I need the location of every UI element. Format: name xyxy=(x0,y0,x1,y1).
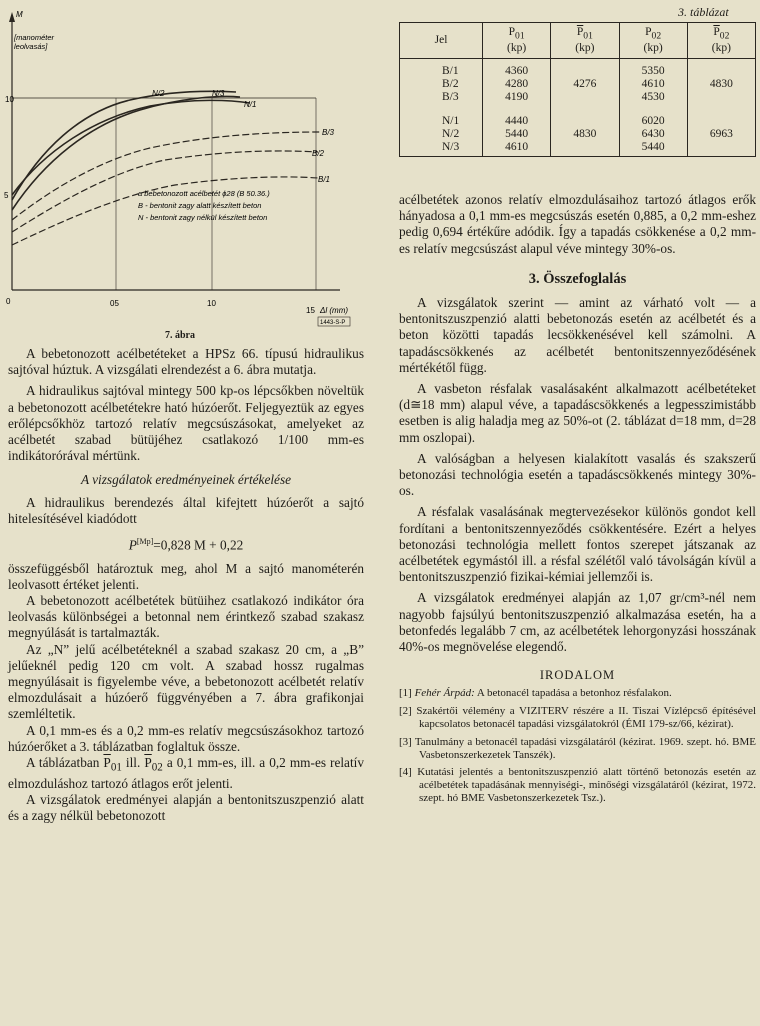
table-caption: 3. táblázat xyxy=(678,5,729,19)
x-axis-label: Δl (mm) xyxy=(320,306,349,315)
table-header-jel: Jel xyxy=(400,23,483,59)
references-heading: IRODALOM xyxy=(539,668,616,683)
curve-label: B/1 xyxy=(318,175,331,184)
paragraph: A hidraulikus berendezés által kifejtett húzóerőt a sajtó hitelesítésével kiadódott xyxy=(8,494,364,526)
reference-item: [1] Fehér Árpád: A betonacél tapadása a betonhoz résfalakon. xyxy=(399,687,672,700)
paragraph: A vizsgálatok szerint — amint az várható volt — a bentonitszuszpenzió alatti bebetonozás esetén az acélbetét és a beton közötti tapadás lecsökkenésével kell számolni. A tapadáscsökkenés az acélbetét bentonitszennyeződésének mértékétől függ. xyxy=(399,295,756,375)
paragraph: A 0,1 mm-es és a 0,2 mm-es relatív megcsúszásokhoz tartozó húzóerőket a 3. táblázatban foglaltuk össze. xyxy=(8,722,364,754)
figure-tag: 1443-S-P xyxy=(320,320,346,326)
paragraph: A hidraulikus sajtóval mintegy 500 kp-os lépcsőkben növeltük a bebetonozott acélbetétekre ható húzóerőt. Feljegyeztük az egyes erőlépcsőkhöz tartozó relatív megcsúszásokat, amelyeket az acélbetét szabad bütüjéhez csatlakozó 1/100 mm-es indikátorórával mértünk. xyxy=(8,383,364,464)
y-axis-unit: [manométer leolvasás] xyxy=(14,33,55,51)
section-subheading: A vizsgálatok eredményeinek értékelése xyxy=(80,472,292,488)
paragraph: A vizsgálatok eredményei alapján az 1,07 gr/cm³-nél nem nagyobb fajsúlyú bentonitszuszpenzió alkalmazása esetén, ha a betonfedés legalább 7 cm, az acélbetétek lehorgonyzási hosszának 40%-os megnövelése elegendő. xyxy=(399,590,756,655)
figure-caption: 7. ábra xyxy=(165,330,195,341)
table-header: $\overline{P}_{02}$ (kp) xyxy=(687,23,755,59)
paragraph: A résfalak vasalásának megtervezésekor különös gondot kell fordítani a bentonitszennyeződés csökkentésére. Ezért a helyes betonozási technológia mellett fontos szerepet játszanak az acélbetétek egymástól ill. a résfal szélétől való távolságán kívül a bentonitszuszpenzió fizikai-kémiai jellemzői is. xyxy=(399,504,756,585)
table-header: $P_{02}$ (kp) xyxy=(619,23,687,59)
reference-item: [4] Kutatási jelentés a bentonitszuszpenzió alatt történő betonozás esetén az acélbetétek tapadásának mennyiségi-, minőségi vizsgálatáról (kézirat, 1972. szept. hó BME Vasbetonszerkezetek Tsz.). xyxy=(399,766,756,805)
paragraph: összefüggésből határoztuk meg, ahol M a sajtó manométerén leolvasott értéket jelenti. xyxy=(8,560,364,592)
paragraph: A bebetonozott acélbetétek bütüihez csatlakozó indikátor óra leolvasás különbségei a betonnal nem érintkező szabad szakasz megnyúlását is tartalmazták. xyxy=(8,593,364,641)
paragraph: Az „N” jelű acélbetéteknél a szabad szakasz 20 cm, a „B” jelűeknél pedig 120 cm volt. A szabad hossz rugalmas megnyúlásait is figyelembe véve, a bebetonozott acélbetét relatív elmozdulásait a húzóerő függvényében a 7. ábra grafikonjai szemléltetik. xyxy=(8,641,364,722)
paragraph: A vizsgálatok eredményei alapján a bentonitszuszpenzió alatt és a zagy nélkül bebetonozott xyxy=(8,792,364,824)
section-heading: 3. Összefoglalás xyxy=(528,270,627,287)
left-column xyxy=(8,346,364,825)
y-axis-arrow xyxy=(9,12,15,22)
paragraph: acélbetétek azonos relatív elmozdulásaihoz tartozó átlagos erők hányadosa a 0,1 mm-es megcsúszás esetén 0,885, a 0,2 mm-eshez pedig 0,694 értékűre adódik. Így a tapadás csökkenése a 0,2 mm-es relatív megcsúszást alapul véve mintegy 30%-os. xyxy=(399,192,756,256)
curve-label: N/3 xyxy=(212,89,225,98)
curve-N2 xyxy=(12,91,236,200)
y-tick-label: 10 xyxy=(5,95,14,104)
paragraph: A bebetonozott acélbetéteket a HPSz 66. típusú hidraulikus sajtóval húztuk. A vizsgálati elrendezést a 6. ábra mutatja. xyxy=(8,346,364,378)
x-tick-label: 15 xyxy=(306,306,315,315)
formula: P[Mp]=0,828 M + 0,22 xyxy=(128,537,244,553)
x-tick-label: 05 xyxy=(110,299,119,308)
reference-item: [2] Szakértői vélemény a VIZITERV részére a II. Tiszai Vízlépcső építésével kapcsolatos betonacél tapadási vizsgálatokról (ÉMI 179-sz/66, kézirat). xyxy=(399,705,757,731)
curve-label: B/2 xyxy=(312,149,325,158)
table-header: $P_{01}$ (kp) xyxy=(483,23,551,59)
curve-B1 xyxy=(12,177,318,245)
table-header: $\overline{P}_{01}$ (kp) xyxy=(551,23,619,59)
paragraph: A táblázatban $\overline{P}_{01}$ ill. $\overline{P}_{02}$ a 0,1 mm-es, ill. a 0,2 mm-es relatív elmozduláshoz tartozó átlagos erőt jelenti. xyxy=(8,755,364,791)
table-row: B/1 B/2 B/3 4360 4280 4190 4276 5350 4610 4530 4830 xyxy=(400,59,756,107)
legend-line: a bebetonozott acélbetét ϕ28 (B 50.36.) xyxy=(138,189,270,198)
paragraph: A vasbeton résfalak vasalásaként alkalmazott acélbetéteket (d≅18 mm) alapul véve, a tapadáscsökkenés a legpesszimistább esetben is alig haladja meg az 50%-ot (2. táblázat d=18 mm, d=28 mm oszlopai). xyxy=(399,381,756,445)
reference-item: [3] Tanulmány a betonacél tapadási vizsgálatáról (kézirat. 1969. szept. hó. BME Vasbetonszerkezetek Tanszék). xyxy=(399,735,756,761)
figure-7-graph xyxy=(0,0,390,330)
paragraph: A valóságban a helyesen kialakított vasalás és szakszerű betonozási technológia esetén a tapadáscsökkenés mintegy 30%-os. xyxy=(399,450,756,499)
legend-line: N - bentonit zagy nélkül készített beton xyxy=(138,213,268,222)
x-tick-label: 10 xyxy=(207,299,216,308)
table-3 xyxy=(399,22,756,157)
curve-label: N/1 xyxy=(244,100,257,109)
legend-line: B - bentonit zagy alatt készített beton xyxy=(138,201,262,210)
table-row: N/1 N/2 N/3 4440 5440 4610 4830 6020 6430 5440 6963 xyxy=(400,106,756,157)
curve-label: N/2 xyxy=(152,89,165,98)
y-axis-title: M xyxy=(16,10,23,19)
right-column xyxy=(399,192,756,810)
curve-label: B/3 xyxy=(322,128,335,137)
y-tick-label: 5 xyxy=(4,191,9,200)
y-tick-label: 0 xyxy=(6,297,11,306)
